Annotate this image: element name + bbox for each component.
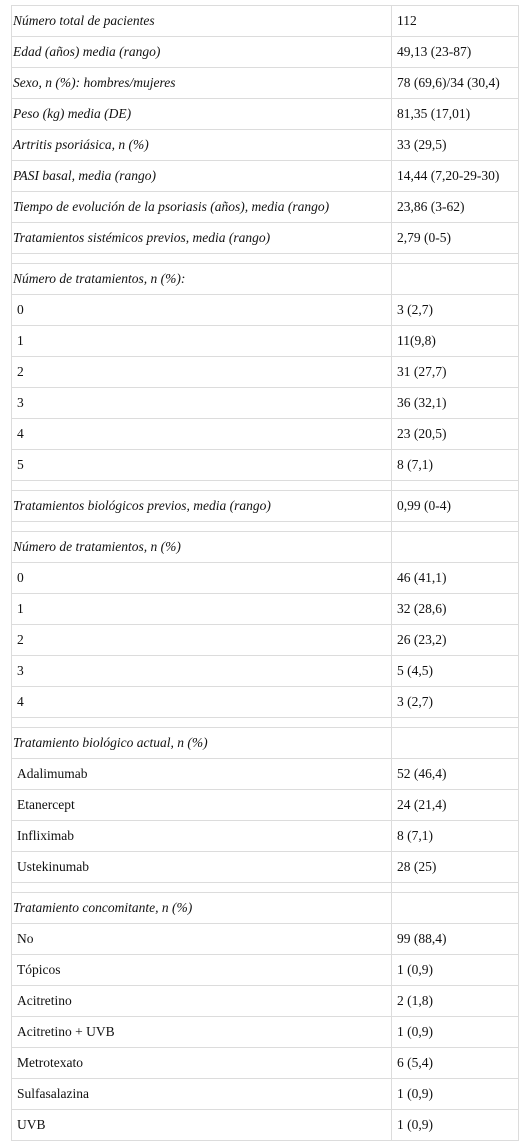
table-row-header (12, 99, 519, 130)
table-row-header (12, 893, 519, 924)
table-row (12, 1079, 519, 1110)
table-row (12, 1048, 519, 1079)
row-value: 14,44 (7,20-29-30) (392, 161, 519, 192)
table-row-header (12, 37, 519, 68)
table-row-header (12, 728, 519, 759)
row-value: 28 (25) (392, 852, 519, 883)
spacer-row (12, 522, 519, 532)
spacer-row (12, 883, 519, 893)
row-label: Acitretino + UVB (12, 1017, 392, 1048)
table-row (12, 295, 519, 326)
row-heading: Tratamiento concomitante, n (%) (12, 893, 392, 924)
row-value: 24 (21,4) (392, 790, 519, 821)
row-heading: Tratamientos biológicos previos, media (rango) (12, 491, 392, 522)
row-value: 1 (0,9) (392, 1017, 519, 1048)
row-label: 1 (12, 594, 392, 625)
table-row (12, 357, 519, 388)
row-label: 4 (12, 419, 392, 450)
table-row (12, 625, 519, 656)
table-row (12, 419, 519, 450)
row-label: 1 (12, 326, 392, 357)
row-heading: Sexo, n (%): hombres/mujeres (12, 68, 392, 99)
table-row (12, 656, 519, 687)
row-value (392, 532, 519, 563)
table-body (12, 6, 519, 1141)
table-row (12, 955, 519, 986)
row-value: 11(9,8) (392, 326, 519, 357)
spacer-cell (392, 481, 519, 491)
table-row (12, 388, 519, 419)
row-value: 31 (27,7) (392, 357, 519, 388)
table-row-header (12, 6, 519, 37)
row-value: 81,35 (17,01) (392, 99, 519, 130)
row-value: 3 (2,7) (392, 295, 519, 326)
row-value: 49,13 (23-87) (392, 37, 519, 68)
row-value: 78 (69,6)/34 (30,4) (392, 68, 519, 99)
row-label: Adalimumab (12, 759, 392, 790)
row-label: 5 (12, 450, 392, 481)
row-label: Infliximab (12, 821, 392, 852)
row-value: 33 (29,5) (392, 130, 519, 161)
row-heading: PASI basal, media (rango) (12, 161, 392, 192)
row-label: UVB (12, 1110, 392, 1141)
table-row (12, 450, 519, 481)
row-label: 4 (12, 687, 392, 718)
spacer-row (12, 254, 519, 264)
spacer-cell (12, 254, 392, 264)
table-row-header (12, 532, 519, 563)
table-row (12, 790, 519, 821)
row-value: 99 (88,4) (392, 924, 519, 955)
table-row-header (12, 223, 519, 254)
table-row (12, 1017, 519, 1048)
row-label: Acitretino (12, 986, 392, 1017)
row-heading: Artritis psoriásica, n (%) (12, 130, 392, 161)
row-value: 26 (23,2) (392, 625, 519, 656)
row-value: 2,79 (0-5) (392, 223, 519, 254)
row-heading: Peso (kg) media (DE) (12, 99, 392, 130)
row-value: 46 (41,1) (392, 563, 519, 594)
row-heading: Tiempo de evolución de la psoriasis (años), media (rango) (12, 192, 392, 223)
row-heading: Número de tratamientos, n (%) (12, 532, 392, 563)
spacer-cell (12, 718, 392, 728)
spacer-cell (392, 254, 519, 264)
row-value: 23,86 (3-62) (392, 192, 519, 223)
row-label: 3 (12, 656, 392, 687)
table-row (12, 563, 519, 594)
row-value (392, 728, 519, 759)
table-row (12, 594, 519, 625)
row-label: No (12, 924, 392, 955)
table-row-header (12, 264, 519, 295)
spacer-row (12, 718, 519, 728)
table-row (12, 759, 519, 790)
row-value: 8 (7,1) (392, 450, 519, 481)
table-row (12, 986, 519, 1017)
table-row-header (12, 192, 519, 223)
row-heading: Número de tratamientos, n (%): (12, 264, 392, 295)
row-label: Metrotexato (12, 1048, 392, 1079)
row-value (392, 264, 519, 295)
row-label: Etanercept (12, 790, 392, 821)
row-value: 112 (392, 6, 519, 37)
row-label: 2 (12, 625, 392, 656)
row-value: 1 (0,9) (392, 1079, 519, 1110)
row-value: 8 (7,1) (392, 821, 519, 852)
spacer-cell (392, 522, 519, 532)
row-heading: Tratamiento biológico actual, n (%) (12, 728, 392, 759)
spacer-cell (12, 481, 392, 491)
spacer-cell (392, 883, 519, 893)
spacer-cell (12, 883, 392, 893)
table-row (12, 326, 519, 357)
row-value: 6 (5,4) (392, 1048, 519, 1079)
row-value (392, 893, 519, 924)
table-row-header (12, 130, 519, 161)
row-value: 3 (2,7) (392, 687, 519, 718)
row-value: 1 (0,9) (392, 955, 519, 986)
spacer-cell (12, 522, 392, 532)
row-label: 3 (12, 388, 392, 419)
row-label: Tópicos (12, 955, 392, 986)
table-row-header (12, 68, 519, 99)
patient-characteristics-table (11, 5, 519, 1141)
row-heading: Tratamientos sistémicos previos, media (rango) (12, 223, 392, 254)
row-value: 23 (20,5) (392, 419, 519, 450)
row-label: 0 (12, 295, 392, 326)
row-heading: Edad (años) media (rango) (12, 37, 392, 68)
row-label: 0 (12, 563, 392, 594)
table-row-header (12, 161, 519, 192)
row-value: 1 (0,9) (392, 1110, 519, 1141)
table-row-header (12, 491, 519, 522)
row-value: 52 (46,4) (392, 759, 519, 790)
row-value: 32 (28,6) (392, 594, 519, 625)
table-row (12, 821, 519, 852)
row-label: Sulfasalazina (12, 1079, 392, 1110)
row-label: 2 (12, 357, 392, 388)
row-value: 36 (32,1) (392, 388, 519, 419)
row-value: 5 (4,5) (392, 656, 519, 687)
table-row (12, 1110, 519, 1141)
spacer-row (12, 481, 519, 491)
table-row (12, 687, 519, 718)
spacer-cell (392, 718, 519, 728)
table-row (12, 852, 519, 883)
row-value: 2 (1,8) (392, 986, 519, 1017)
row-label: Ustekinumab (12, 852, 392, 883)
row-value: 0,99 (0-4) (392, 491, 519, 522)
table-row (12, 924, 519, 955)
row-heading: Número total de pacientes (12, 6, 392, 37)
